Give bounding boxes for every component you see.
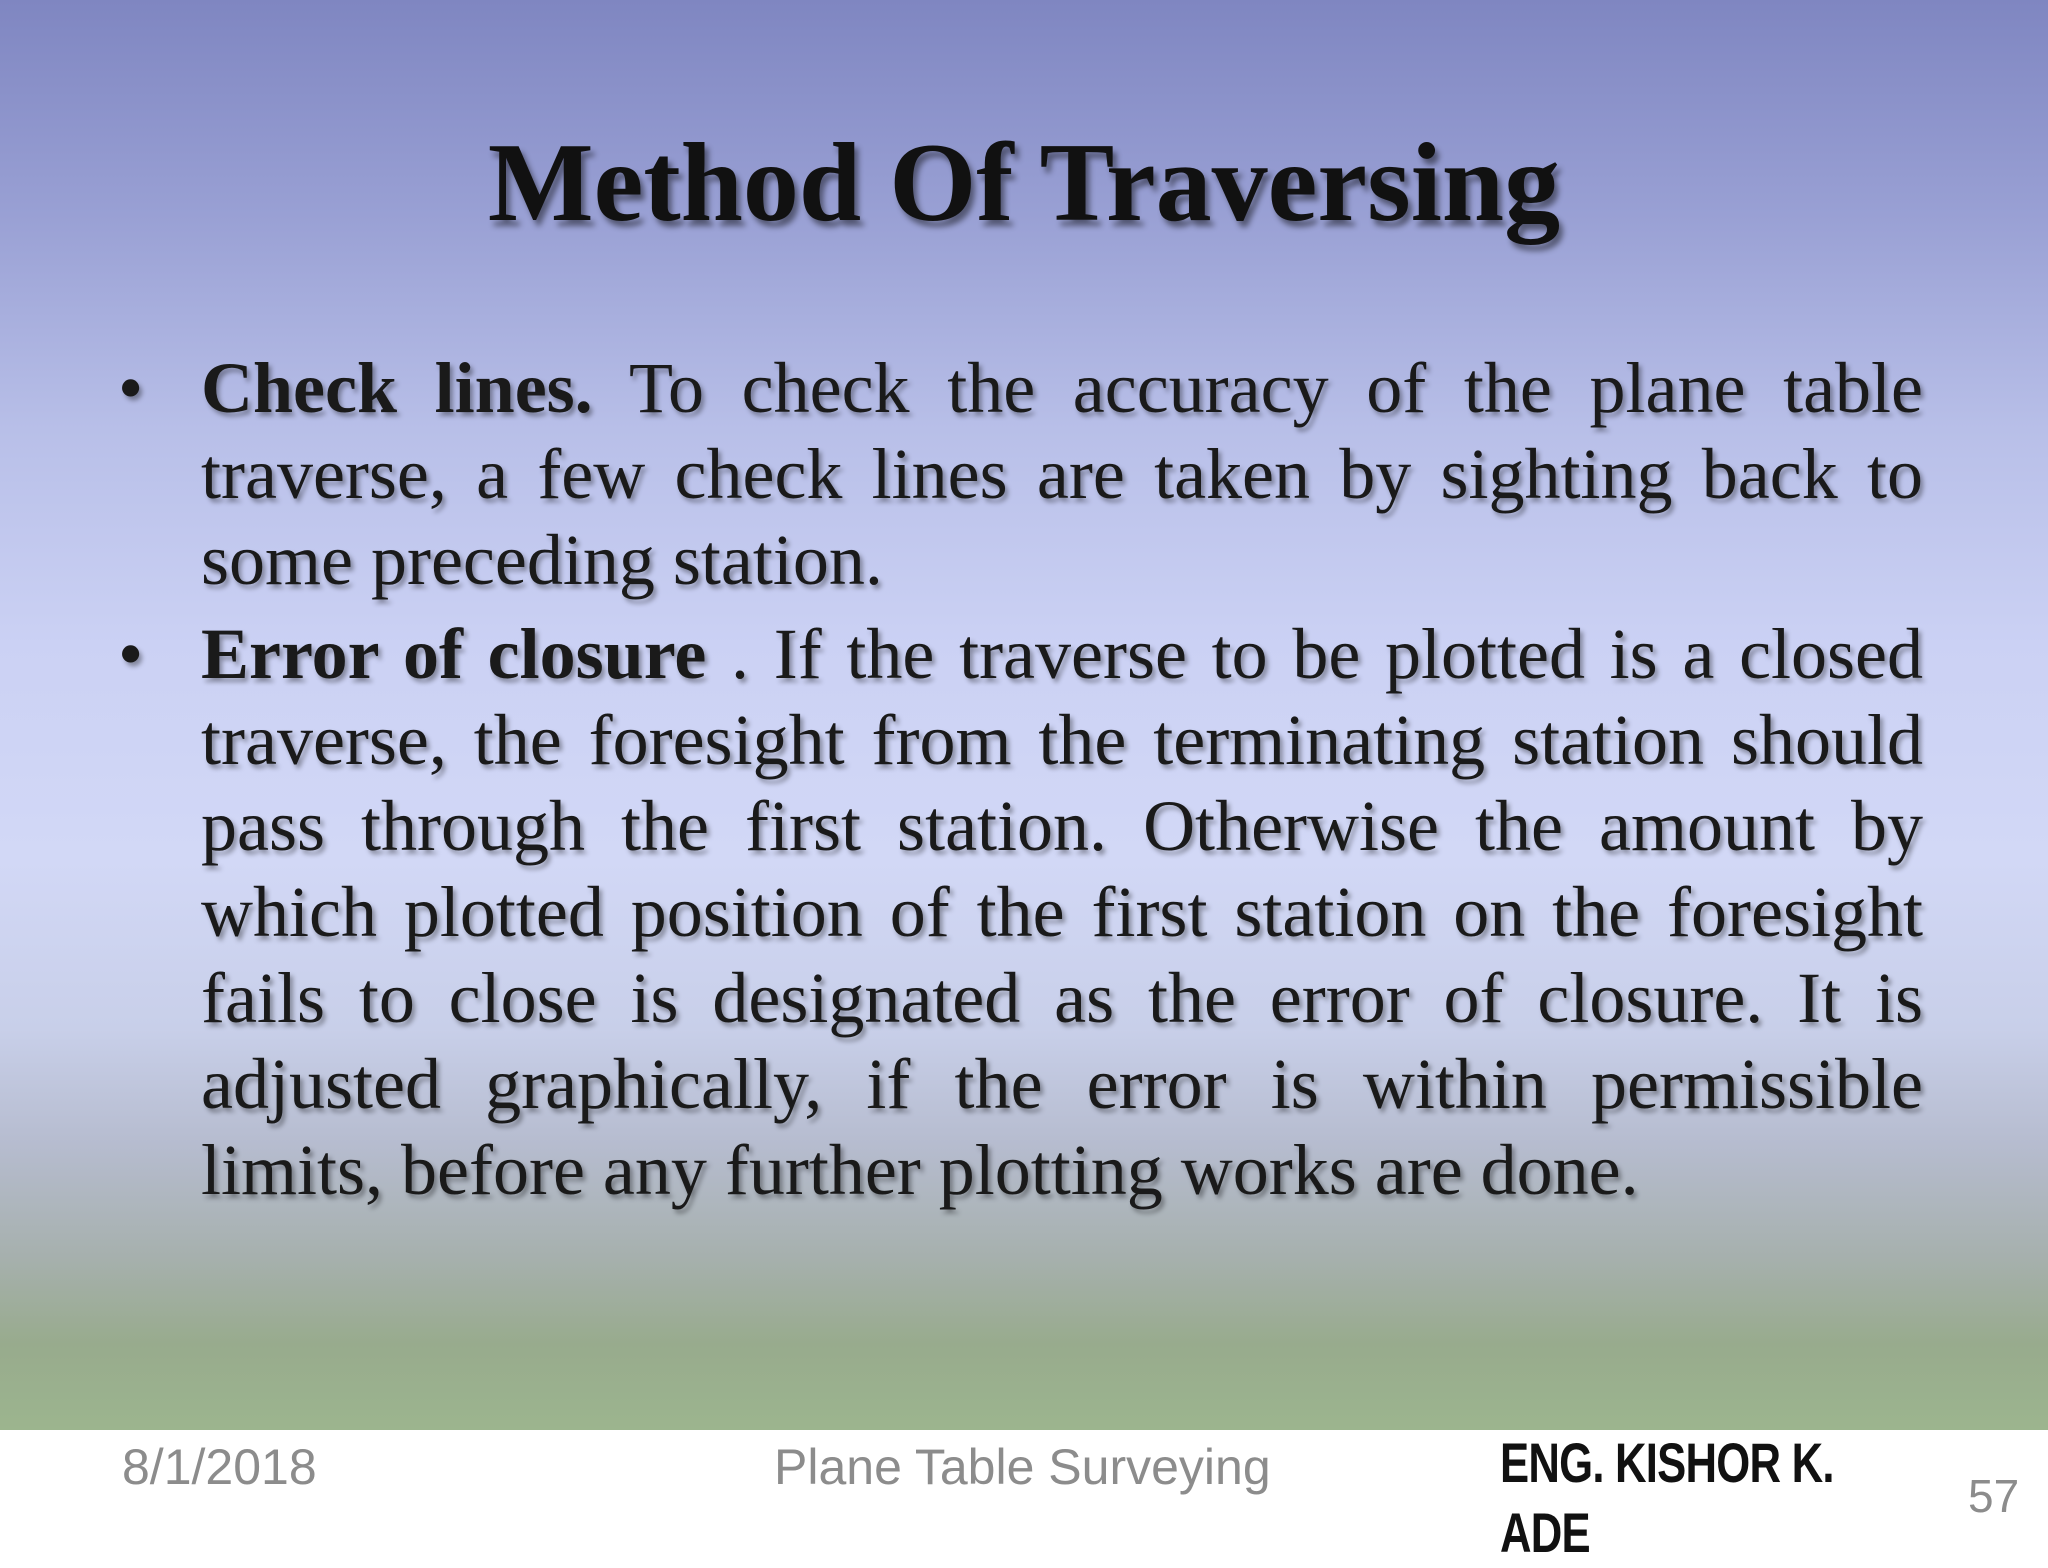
bullet-term: Check lines.	[201, 348, 593, 428]
footer-title: Plane Table Surveying	[774, 1439, 1271, 1495]
bullet-text: . If the traverse to be plotted is a closed traverse, the foresight from the terminating station should pass through the first station. Otherwise the amount by which plotted position of the first station on the foresight fails to close is designated as the error of closure. It is adjusted graphically, if the error is within permissible limits, before any further plotting works are done.	[201, 614, 1924, 1210]
footer-date: 8/1/2018	[122, 1439, 317, 1495]
page-number: 57	[1968, 1470, 2020, 1522]
slide-title: Method Of Traversing	[487, 121, 1561, 245]
footer-author: ENG. KISHOR K. ADE	[1500, 1431, 1834, 1564]
bullet-item-check-lines	[118, 345, 1923, 603]
bullet-term: Error of closure	[201, 614, 707, 694]
bullet-item-error-of-closure	[118, 611, 1923, 1213]
bullet-text: To check the accuracy of the plane table traverse, a few check lines are taken by sighting back to some preceding station.	[201, 348, 1923, 600]
bullet-icon: •	[118, 614, 144, 694]
bullet-icon: •	[118, 348, 144, 428]
bullet-list	[118, 345, 1923, 1221]
